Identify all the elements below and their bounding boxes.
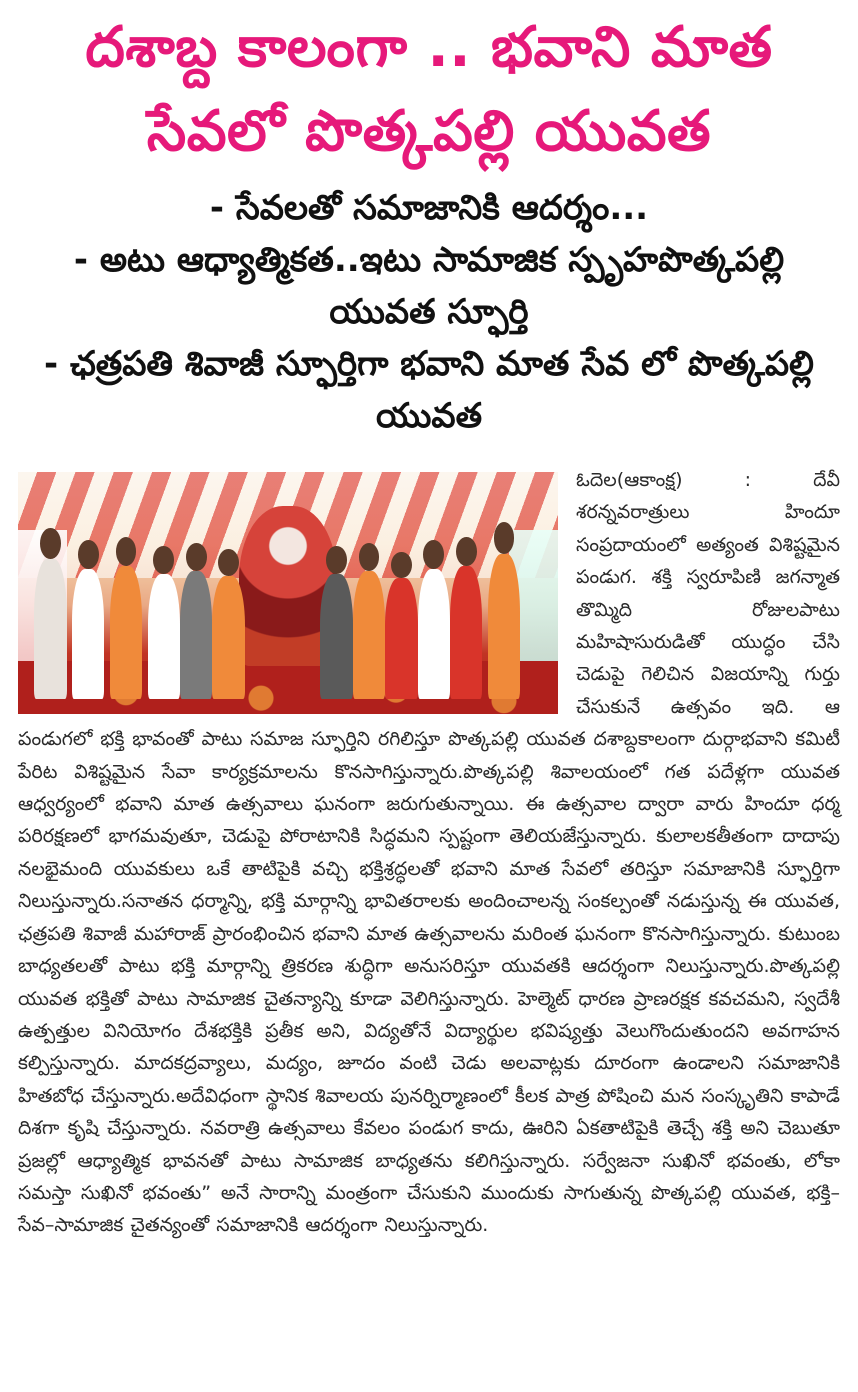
person — [320, 574, 352, 700]
person — [488, 554, 520, 699]
subheading-2: - అటు ఆధ్యాత్మికత..ఇటు సామాజిక స్పృహపొత్కపల్లి యువత స్ఫూర్తి — [73, 240, 785, 332]
person — [418, 569, 450, 700]
subheadings — [18, 182, 840, 442]
person — [450, 566, 482, 699]
person — [72, 569, 104, 700]
person — [34, 559, 66, 699]
headline-line-1: దశాబ్ద కాలంగా .. భవాని మాత — [85, 15, 773, 80]
person — [353, 571, 385, 699]
person — [385, 578, 417, 699]
person — [180, 571, 212, 699]
headline — [18, 0, 840, 174]
subheading-1: - సేవలతో సమాజానికి ఆదర్శం... — [209, 188, 649, 228]
headline-line-2: సేవలో పొత్కపల్లి యువత — [146, 99, 712, 164]
article-text: దేవీ శరన్నవరాత్రులు హిందూ సంప్రదాయంలో అత్యంత విశిష్టమైన పండుగ. శక్తి స్వరూపిణి జగన్మాత తొమ్మిది రోజులపాటు మహిషాసురుడితో యుద్ధం చేసి చెడుపై గెలిచిన విజయాన్ని గుర్తు చేసుకునే ఉత్సవం ఇది. ఆ పండుగలో భక్తి భావంతో పాటు సమాజ స్ఫూర్తిని రగిలిస్తూ పొత్కపల్లి యువత దశాబ్దకాలంగా దుర్గాభవాని కమిటీ పేరిట విశిష్టమైన సేవా కార్యక్రమాలను కొనసాగిస్తున్నారు.పొత్కపల్లి శివాలయంలో గత పదేళ్లగా యువత ఆధ్వర్యంలో భవాని మాత ఉత్సవాలు ఘనంగా జరుగుతున్నాయి. ఈ ఉత్సవాల ద్వారా వారు హిందూ ధర్మ పరిరక్షణలో భాగమవుతూ, చెడుపై పోరాటానికి సిద్ధమని స్పష్టంగా తెలియజేస్తున్నారు. కులాలకతీతంగా దాదాపు నలభైమంది యువకులు ఒకే తాటిపైకి వచ్చి భక్తిశ్రద్ధలతో భవాని మాత సేవలో తరిస్తూ సమాజానికి స్ఫూర్తిగా నిలుస్తున్నారు.సనాతన ధర్మాన్ని, భక్తి మార్గాన్ని భావితరాలకు అందించాలన్న సంకల్పంతో నడుస్తున్న ఈ యువత, ఛత్రపతి శివాజీ మహారాజ్ ప్రారంభించిన భవాని మాత ఉత్సవాలను మరింత ఘనంగా కొనసాగిస్తున్నారు. కుటుంబ బాధ్యతలతో పాటు భక్తి మార్గాన్ని త్రికరణ శుద్ధిగా అనుసరిస్తూ యువతకి ఆదర్శంగా నిలుస్తున్నారు.పొత్కపల్లి యువత భక్తితో పాటు సామాజిక చైతన్యాన్ని కూడా వెలిగిస్తున్నారు. హెల్మెట్ ధారణ ప్రాణరక్షక కవచమని, స్వదేశీ ఉత్పత్తుల వినియోగం దేశభక్తికి ప్రతీక అని, విద్యతోనే విద్యార్థుల భవిష్యత్తు వెలుగొందుతుందని అవగాహన కల్పిస్తున్నారు. మాదకద్రవ్యాలు, మద్యం, జూదం వంటి చెడు అలవాట్లకు దూరంగా ఉండాలని సమాజానికి హితబోధ చేస్తున్నారు.అదేవిధంగా స్థానిక శివాలయ పునర్నిర్మాణంలో కీలక పాత్ర పోషించి మన సంస్కృతిని కాపాడే దిశగా కృషి చేస్తున్నారు. నవరాత్రి ఉత్సవాలు కేవలం పండుగ కాదు, ఊరిని ఏకతాటిపైకి తెచ్చే శక్తి అని చెబుతూ ప్రజల్లో ఆధ్యాత్మిక భావనతో పాటు సామాజిక బాధ్యతను కలిగిస్తున్నారు. సర్వేజనా సుఖినో భవంతు, లోకా సమస్తా సుఖినో భవంతు” అనే సారాన్ని మంత్రంగా చేసుకుని ముందుకు సాగుతున్న పొత్కపల్లి యువత, భక్తి–సేవ–సామాజిక చైతన్యంతో సమాజానికి ఆదర్శంగా నిలుస్తున్నారు. — [18, 469, 840, 1237]
person — [110, 566, 142, 699]
article — [18, 464, 840, 1242]
byline: ఓదెల(ఆకాంక్ష) : — [576, 469, 752, 491]
group-photo-icon — [18, 472, 558, 714]
person — [148, 574, 180, 700]
person — [212, 576, 244, 699]
subheading-3: - ఛత్రపతి శివాజీ స్ఫూర్తిగా భవాని మాత సేవ లో పొత్కపల్లి యువత — [44, 344, 814, 436]
